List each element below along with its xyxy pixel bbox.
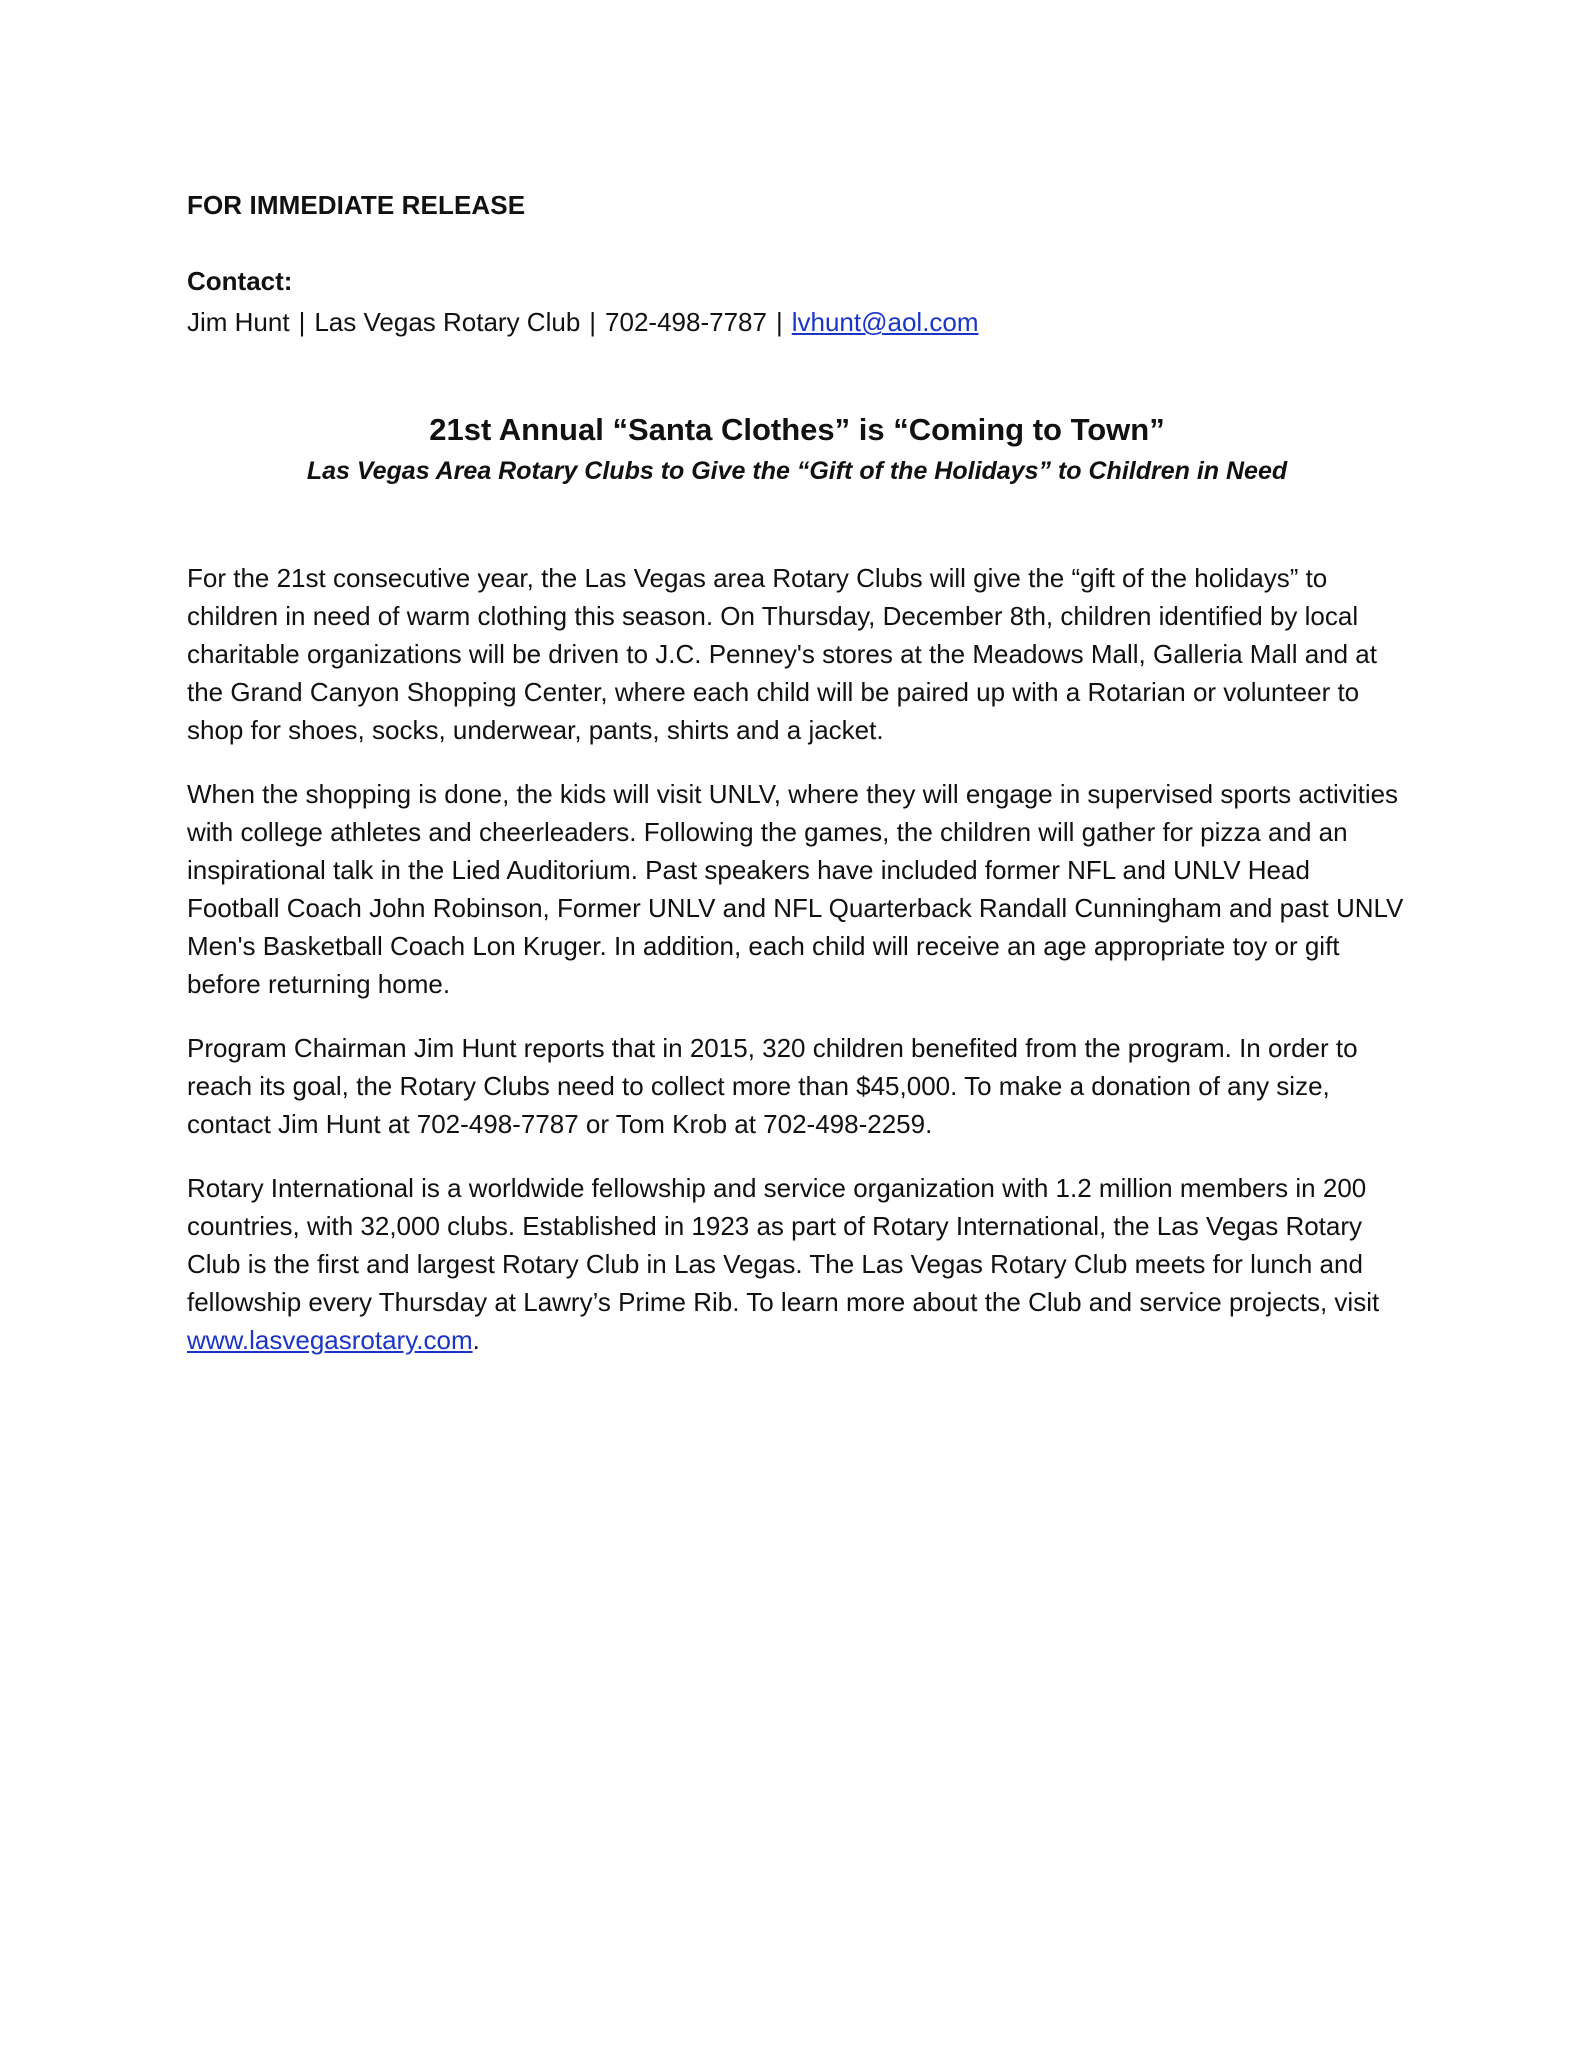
paragraph-4-end: . bbox=[472, 1325, 480, 1355]
body-paragraph-3: Program Chairman Jim Hunt reports that in 2015, 320 children benefited from the program. In order to reach its goal, the Rotary Clubs need to collect more than $45,000. To make a donation of any size, contact Jim Hunt at 702-498-7787 or Tom Krob at 702-498-2259. bbox=[187, 1033, 1358, 1139]
headline: 21st Annual “Santa Clothes” is “Coming to Town” bbox=[429, 412, 1165, 447]
website-link[interactable]: www.lasvegasrotary.com bbox=[187, 1325, 473, 1355]
contact-email-link[interactable]: lvhunt@aol.com bbox=[791, 307, 979, 337]
contact-org: Las Vegas Rotary Club bbox=[314, 307, 581, 337]
contact-line bbox=[187, 303, 1407, 341]
paragraph-4-text: Rotary International is a worldwide fellowship and service organization with 1.2 million members in 200 countries, with 32,000 clubs. Established in 1923 as part of Rotary International, the Las Vegas Rotary Club is the first and largest Rotary Club in Las Vegas. The Las Vegas Rotary Club meets for lunch and fellowship every Thursday at Lawry’s Prime Rib. To learn more about the Club and service projects, visit bbox=[187, 1173, 1380, 1317]
release-label: FOR IMMEDIATE RELEASE bbox=[187, 190, 526, 220]
separator: | bbox=[775, 307, 783, 337]
separator: | bbox=[298, 307, 306, 337]
body-paragraph-2: When the shopping is done, the kids will visit UNLV, where they will engage in supervised sports activities with college athletes and cheerleaders. Following the games, the children will gather for pizza and an inspirational talk in the Lied Auditorium. Past speakers have included former NFL and UNLV Head Football Coach John Robinson, Former UNLV and NFL Quarterback Randall Cunningham and past UNLV Men's Basketball Coach Lon Kruger. In addition, each child will receive an age appropriate toy or gift before returning home. bbox=[187, 779, 1404, 999]
subheadline: Las Vegas Area Rotary Clubs to Give the “Gift of the Holidays” to Children in Need bbox=[306, 457, 1288, 485]
document-content bbox=[187, 186, 1407, 1359]
contact-label: Contact: bbox=[187, 266, 293, 296]
contact-name: Jim Hunt bbox=[187, 307, 290, 337]
body-paragraph-1: For the 21st consecutive year, the Las Vegas area Rotary Clubs will give the “gift of the holidays” to children in need of warm clothing this season. On Thursday, December 8th, children identified by local charitable organizations will be driven to J.C. Penney's stores at the Meadows Mall, Galleria Mall and at the Grand Canyon Shopping Center, where each child will be paired up with a Rotarian or volunteer to shop for shoes, socks, underwear, pants, shirts and a jacket. bbox=[187, 563, 1377, 745]
separator: | bbox=[589, 307, 597, 337]
body-paragraph-4 bbox=[187, 1169, 1407, 1359]
contact-phone: 702-498-7787 bbox=[605, 307, 767, 337]
